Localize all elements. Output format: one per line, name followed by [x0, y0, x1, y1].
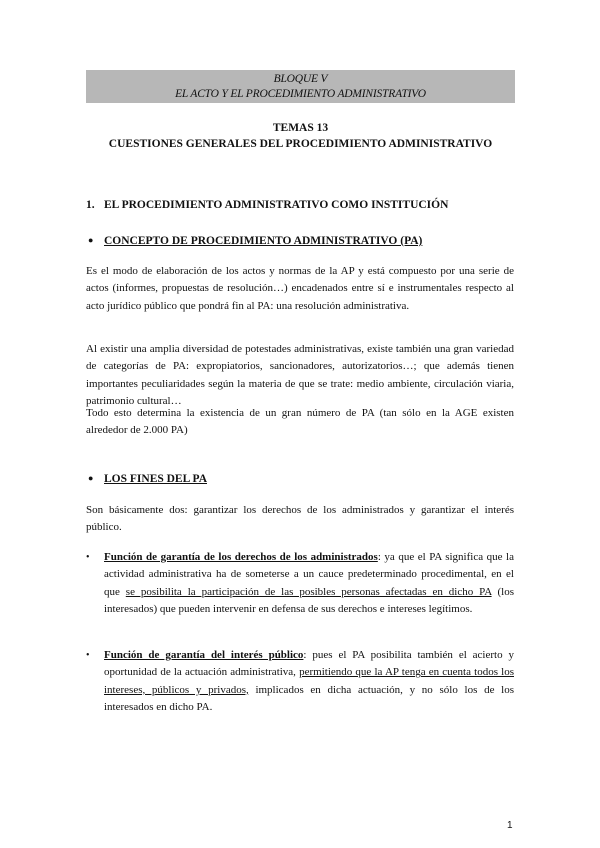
section-heading — [86, 198, 448, 213]
list-item-title: Función de garantía de los derechos de los administrados — [104, 551, 378, 563]
list-item-title: Función de garantía del interés público — [104, 649, 304, 661]
section-number: 1. — [86, 199, 95, 211]
list-item-text: : pues el PA posibilita también el acierto y oportunidad de la actuación administrativa, — [104, 649, 514, 679]
list-item-underlined: permitiendo que la AP tenga en cuenta todos los intereses, públicos y privados, — [104, 666, 514, 696]
list-item-text-end: implicados en dicha actuación, y no sólo los de los interesados en dicho PA. — [104, 683, 514, 714]
list-item — [86, 549, 514, 619]
list-bullet: • — [86, 552, 90, 563]
list-item-text: : ya que el PA significa que la actividad administrativa ha de someterse a un cauce predeterminado procedimental, en el que — [104, 551, 514, 598]
theme-number: TEMAS 13 — [272, 122, 329, 134]
list-item — [86, 647, 514, 717]
fines-intro: Son básicamente dos: garantizar los derechos de los administrados y garantizar el interés público. — [86, 504, 514, 534]
concept-heading-text: CONCEPTO DE PROCEDIMIENTO ADMINISTRATIVO (PA) — [104, 235, 423, 247]
concept-paragraph-1: Es el modo de elaboración de los actos y normas de la AP y está compuesto por una serie de actos (informes, propuestas de resolución…) encadenados entre sí e instrumentales respecto al acto jurídico público que pondrá fin al PA: una resolución administrativa. — [86, 265, 514, 312]
fines-heading-text: LOS FINES DEL PA — [104, 473, 207, 485]
list-item-text-end: (los interesados) que pueden intervenir en defensa de sus derechos e intereses legítimos. — [104, 585, 515, 616]
block-subtitle: EL ACTO Y EL PROCEDIMIENTO ADMINISTRATIVO — [175, 87, 426, 100]
section-title: EL PROCEDIMIENTO ADMINISTRATIVO COMO INSTITUCIÓN — [104, 199, 449, 211]
theme-title: CUESTIONES GENERALES DEL PROCEDIMIENTO ADMINISTRATIVO — [108, 138, 493, 150]
page-number: 1 — [507, 820, 513, 831]
block-banner — [86, 70, 515, 103]
concept-paragraph-2: Al existir una amplia diversidad de potestades administrativas, existe también una gran variedad de categorías de PA: expropiatorios, sancionadores, autorizatorios…; que además tienen importantes peculiaridades según la materia de que se trate: medio ambiente, circulación viaria, patrimonio cultural… — [86, 343, 514, 408]
block-title: BLOQUE V — [273, 73, 328, 85]
concept-heading — [88, 233, 422, 249]
fines-heading — [88, 471, 207, 487]
bullet-icon: ● — [88, 473, 94, 483]
list-item-underlined: se posibilita la participación de las posibles personas afectadas en dicho PA — [125, 585, 492, 598]
concept-paragraph-3: Todo esto determina la existencia de un gran número de PA (tan sólo en la AGE existen alrededor de 2.000 PA) — [86, 407, 514, 437]
bullet-icon: ● — [88, 235, 94, 245]
theme-heading — [86, 120, 515, 152]
list-bullet: • — [86, 650, 90, 661]
